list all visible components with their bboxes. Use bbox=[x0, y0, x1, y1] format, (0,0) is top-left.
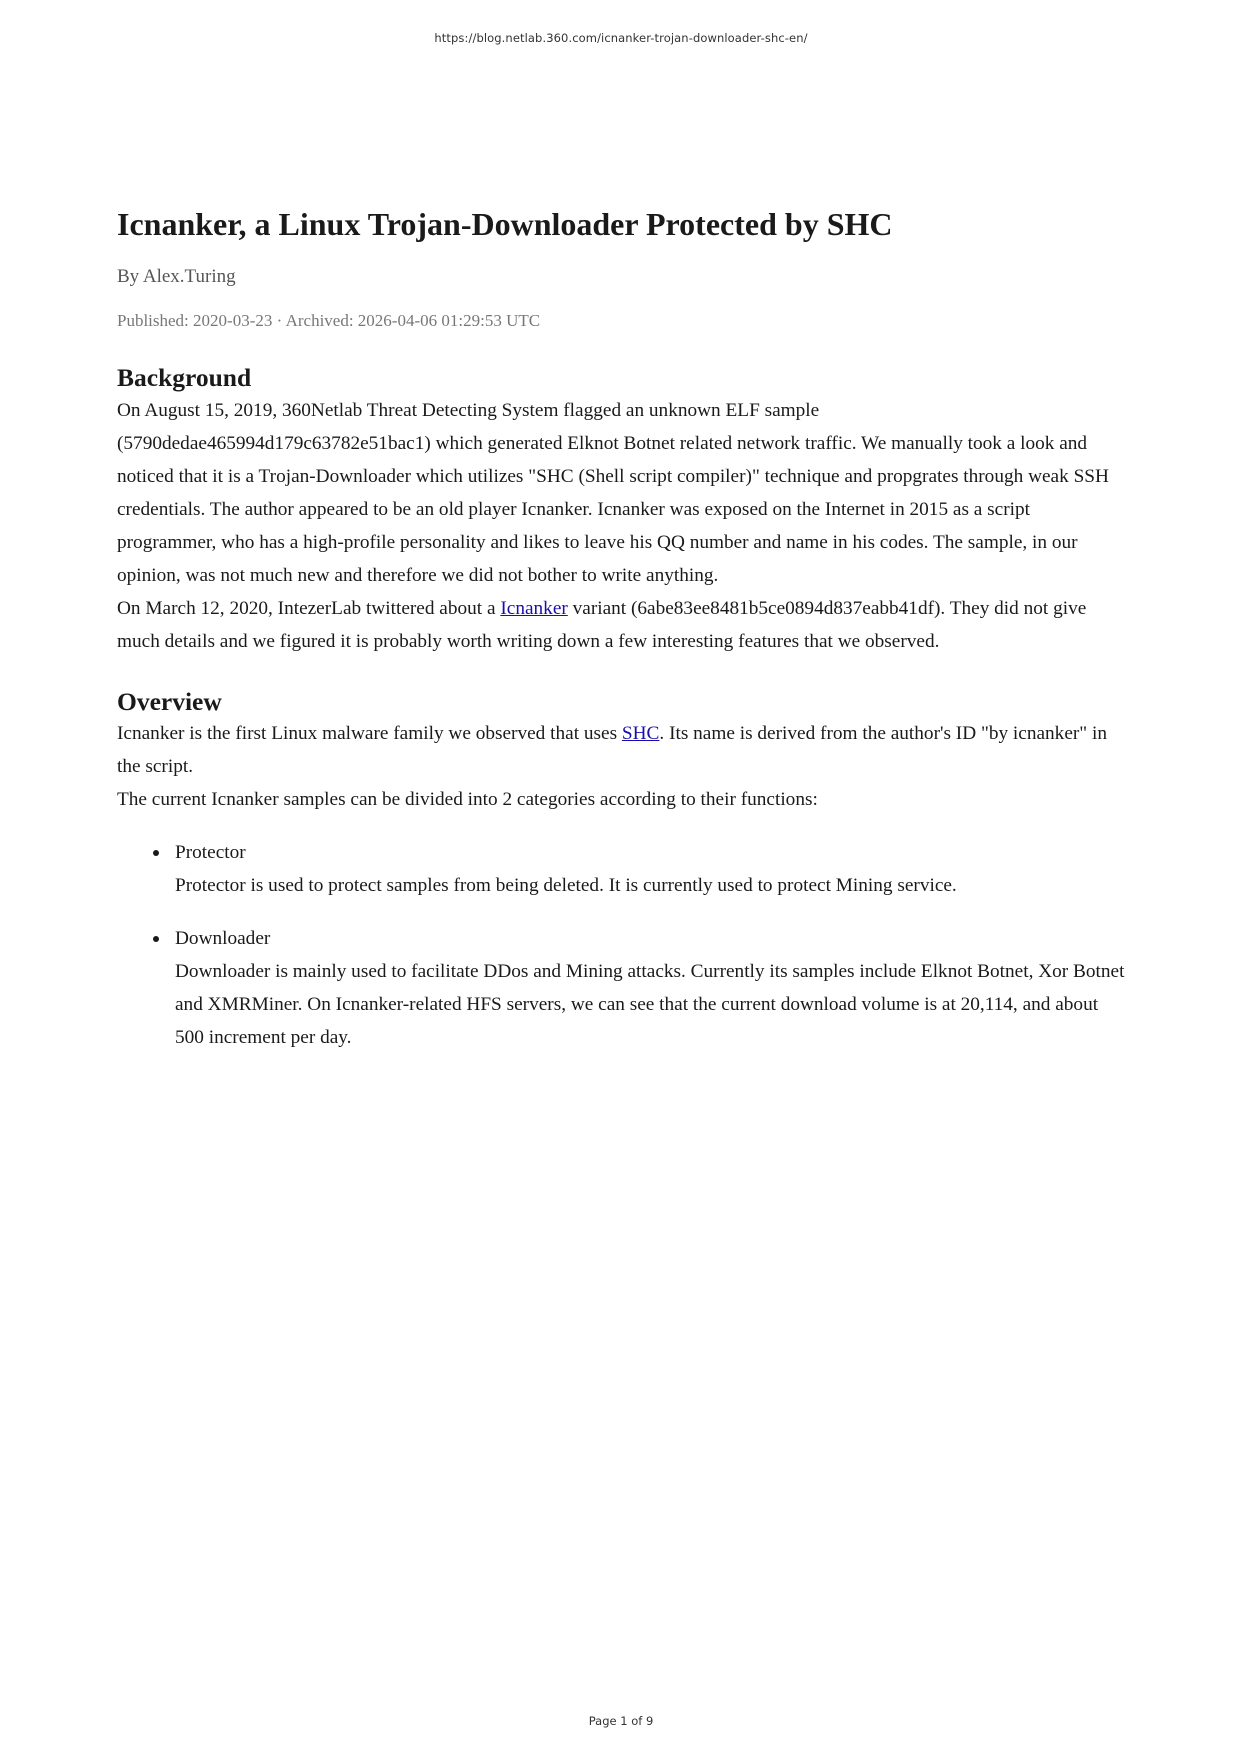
background-paragraph-1: On August 15, 2019, 360Netlab Threat Detecting System flagged an unknown ELF sample (5790dedae465994d179c63782e51bac1) which generated Elknot Botnet related network traffic. We manually took a look and noticed that it is a Trojan-Downloader which utilizes "SHC (Shell script compiler)" technique and propgrates through weak SSH credentials. The author appeared to be an old player Icnanker. Icnanker was exposed on the Internet in 2015 as a script programmer, who has a high-profile personality and likes to leave his QQ number and name in his codes. The sample, in our opinion, was not much new and therefore we did not bother to write anything. bbox=[117, 399, 1109, 586]
article bbox=[117, 205, 1127, 1074]
category-list bbox=[117, 836, 1127, 1054]
shc-link[interactable]: SHC bbox=[621, 723, 660, 745]
list-item-description: Protector is used to protect samples from being deleted. It is currently used to protect Mining service. bbox=[175, 875, 957, 897]
list-item-description: Downloader is mainly used to facilitate DDos and Mining attacks. Currently its samples include Elknot Botnet, Xor Botnet and XMRMiner. On Icnanker-related HFS servers, we can see that the current download volume is at 20,114, and about 500 increment per day. bbox=[175, 961, 1125, 1049]
list-item-title: Downloader bbox=[175, 928, 271, 950]
page-number: Page 1 of 9 bbox=[588, 1714, 654, 1728]
overview-paragraph-2: The current Icnanker samples can be divided into 2 categories according to their functions: bbox=[117, 789, 818, 811]
article-byline: By Alex.Turing bbox=[117, 266, 236, 288]
bullet-icon bbox=[153, 850, 159, 856]
list-item-protector bbox=[175, 836, 1127, 902]
article-title: Icnanker, a Linux Trojan-Downloader Protected by SHC bbox=[117, 206, 893, 242]
overview-p1-text-after: . Its name is derived from the author's ID "by icnanker" in the script. bbox=[117, 723, 1107, 778]
page-url-header: https://blog.netlab.360.com/icnanker-trojan-downloader-shc-en/ bbox=[434, 31, 808, 45]
heading-background: Background bbox=[117, 363, 252, 393]
icnanker-link[interactable]: Icnanker bbox=[500, 597, 568, 619]
list-item-title: Protector bbox=[175, 842, 246, 864]
bullet-icon bbox=[153, 936, 159, 942]
background-p2-text-before: On March 12, 2020, IntezerLab twittered about a bbox=[117, 597, 501, 619]
heading-overview: Overview bbox=[117, 686, 222, 716]
overview-paragraph-1 bbox=[117, 717, 1127, 783]
background-p2-text-after: variant (6abe83ee8481b5ce0894d837eabb41df). They did not give much details and we figured it is probably worth writing down a few interesting features that we observed. bbox=[117, 597, 1087, 652]
background-paragraph-2 bbox=[117, 592, 1127, 658]
article-meta: Published: 2020-03-23 · Archived: 2026-04-06 01:29:53 UTC bbox=[117, 311, 541, 331]
overview-p1-text-before: Icnanker is the first Linux malware family we observed that uses bbox=[117, 723, 622, 745]
list-item-downloader bbox=[175, 922, 1127, 1054]
